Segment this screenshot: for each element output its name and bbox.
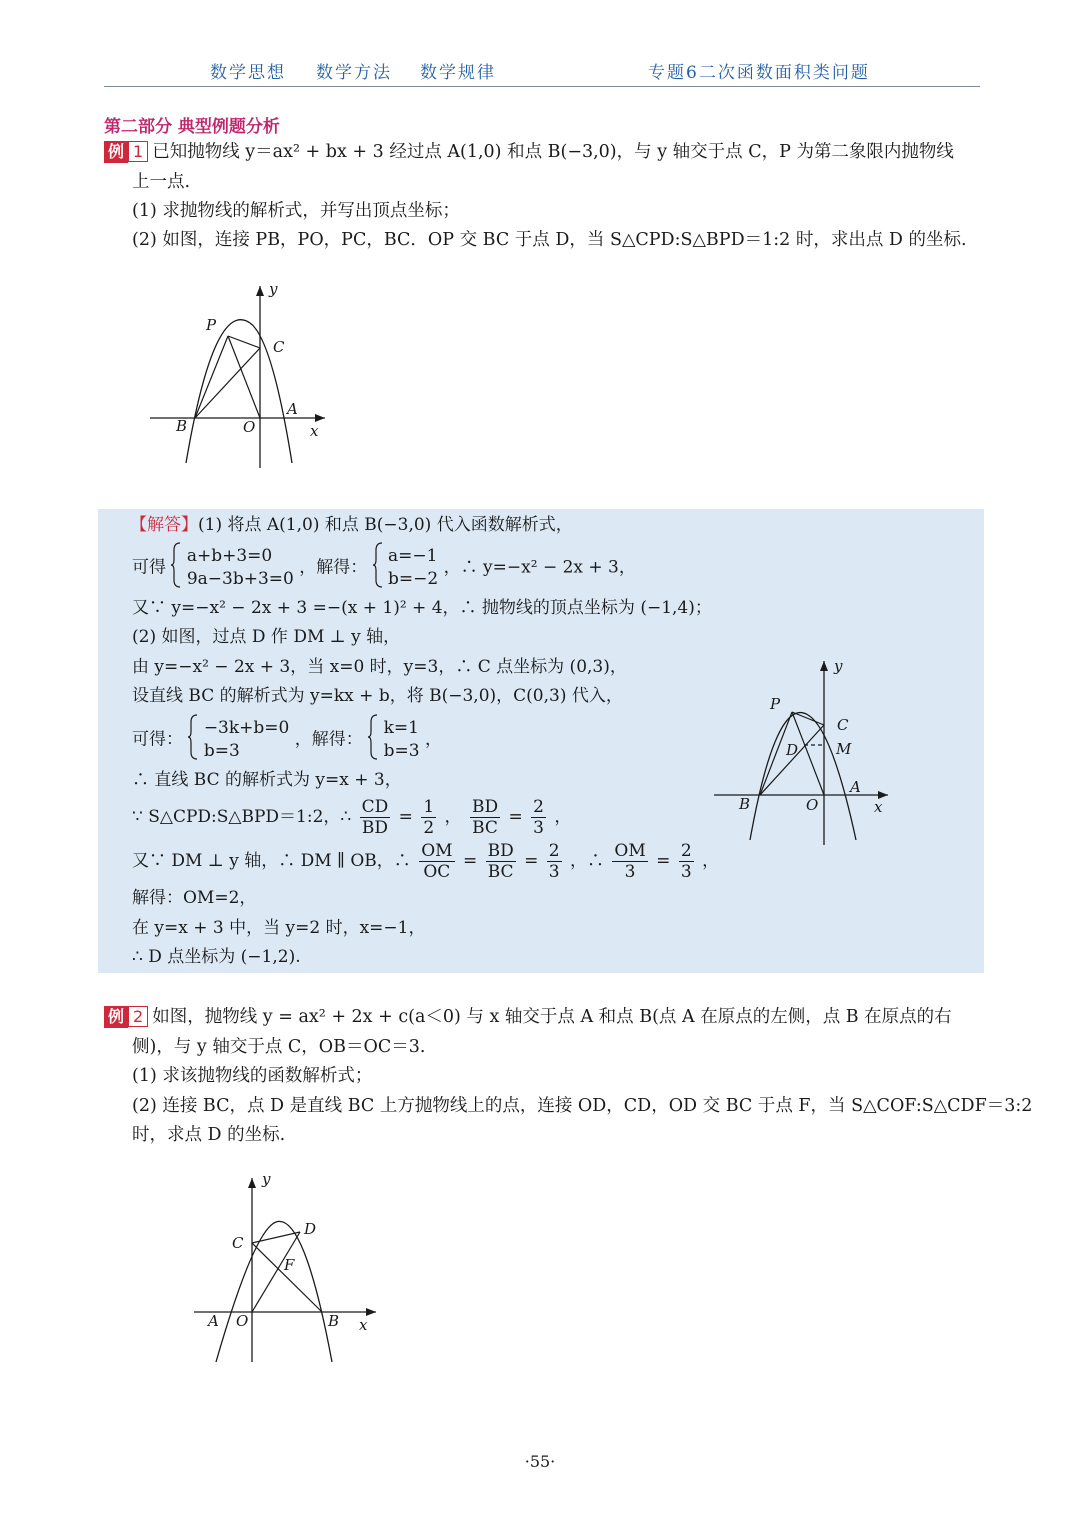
fig1-label-y: y [269,280,278,298]
fig3-label-C: C [232,1234,244,1252]
header-item-3: 数学规律 [420,63,496,83]
solution1-l10-pre: 又∵ DM ⊥ y 轴，∴ DM ∥ OB，∴ [132,851,411,871]
header-topic-title: 专题6二次函数面积类问题 [648,63,870,83]
system-4: k=1 b=3 [383,718,420,761]
fig2-label-P: P [770,695,781,713]
system-brace [188,714,198,766]
solution1-line10: 又∵ DM ⊥ y 轴，∴ DM ∥ OB，∴ $\frac{OM}{OC}$ = $\frac{BD}{BC}$ = $\frac{2}{3}$ ，∴ $\frac{OM}{3}$ = $\frac{2}{3}$ ， [132,841,720,882]
system-1: a+b+3=0 9a−3b+3=0 [186,546,294,589]
fig2-label-C: C [837,716,849,734]
fraction: $\frac{2}{3}$ [548,841,560,882]
example2-question-2: (2) 连接 BC，点 D 是直线 BC 上方抛物线上的点，连接 OD，CD，OD 交 BC 于点 F，当 S△COF:S△CDF＝3:2 [132,1096,1033,1116]
fraction: $\frac{BD}{BC}$ [471,797,499,838]
solution1-line1 [130,514,573,536]
solution1-l2-pre: 可得 [132,557,166,578]
example1-figure [140,278,340,478]
fig3-label-O: O [236,1312,249,1330]
fig1-label-C: C [273,338,285,356]
fig1-label-P: P [206,316,217,334]
fig2-label-O: O [806,796,819,814]
fig2-label-D: D [786,741,799,759]
solution1-line5: 由 y=−x² − 2x + 3，当 x=0 时，y=3，∴ C 点坐标为 (0,3)， [132,657,627,677]
fig1-label-O: O [243,418,256,436]
example2-stem-line1: 如图，抛物线 y = ax² + 2x + c(a＜0) 与 x 轴交于点 A 和点 B(点 A 在原点的左侧，点 B 在原点的右 [152,1007,952,1027]
system-brace [373,542,383,594]
solution1-l7-post: ， [424,729,442,750]
fig3-label-x: x [359,1316,368,1334]
fig2-label-y: y [834,657,843,675]
solution1-line13: ∴ D 点坐标为 (−1,2). [132,947,301,967]
solution1-figure [708,655,898,850]
header-item-1: 数学思想 [210,63,286,83]
fig3-label-F: F [284,1256,295,1274]
solution1-line7 [132,714,442,766]
example1-stem-line2: 上一点. [132,172,191,192]
solution1-line9: ∵ S△CPD:S△BPD＝1:2，∴ $\frac{CD}{BD}$ = $\frac{1}{2}$ ， $\frac{BD}{BC}$ = $\frac{2}{3}$ ， [132,797,572,838]
example2-stem-line2: 侧)，与 y 轴交于点 C，OB＝OC＝3. [132,1037,426,1057]
example1-stem [104,140,954,164]
header-rule [104,86,980,87]
solution1-line2 [132,542,636,594]
solution1-line1-text: (1) 将点 A(1,0) 和点 B(−3,0) 代入函数解析式， [198,515,573,535]
fig3-label-B: B [328,1312,340,1330]
example2-question-2-cont: 时，求点 D 的坐标. [132,1125,286,1145]
system-brace [171,542,181,594]
solution1-line8: ∴ 直线 BC 的解析式为 y=x + 3， [132,770,402,790]
solution1-l7-pre: 可得： [132,729,183,750]
example2-figure [186,1170,386,1370]
fraction: $\frac{OM}{3}$ [614,841,646,882]
solution1-l9-pre: ∵ S△CPD:S△BPD＝1:2，∴ [132,807,352,827]
fig1-label-x: x [310,422,319,440]
system-2: a=−1 b=−2 [388,546,439,589]
page-number: ·55· [524,1452,556,1471]
fraction: $\frac{BD}{BC}$ [487,841,514,882]
system-3: −3k+b=0 b=3 [203,718,290,761]
solution1-tag: 【解答】 [130,515,198,535]
fraction: $\frac{CD}{BD}$ [361,797,389,838]
solution1-l2-post: ，∴ y=−x² − 2x + 3， [443,557,636,578]
fraction: $\frac{1}{2}$ [423,797,435,838]
solution1-line6: 设直线 BC 的解析式为 y=kx + b，将 B(−3,0)，C(0,3) 代入， [132,686,623,706]
solution1-l7-mid: ，解得： [294,729,363,750]
fig2-label-x: x [874,798,883,816]
fig3-label-A: A [208,1312,219,1330]
solution1-line12: 在 y=x + 3 中，当 y=2 时，x=−1， [132,918,426,938]
example2-stem [104,1005,952,1029]
fig2-label-M: M [836,740,852,758]
solution1-l2-mid: ，解得： [299,557,368,578]
example2-tag: 例 [104,1006,128,1028]
example1-question-1: (1) 求抛物线的解析式，并写出顶点坐标； [132,201,460,221]
example1-number: 1 [128,141,148,162]
solution1-line4: (2) 如图，过点 D 作 DM ⊥ y 轴， [132,627,401,647]
solution1-line3: 又∵ y=−x² − 2x + 3 =−(x + 1)² + 4，∴ 抛物线的顶点坐标为 (−1,4)； [132,598,712,618]
fig3-label-y: y [262,1170,271,1188]
fraction: $\frac{OM}{OC}$ [421,841,453,882]
solution1-line11: 解得：OM=2， [132,888,257,908]
header-item-2: 数学方法 [316,63,392,83]
example2-question-1: (1) 求该抛物线的函数解析式； [132,1066,373,1086]
example1-stem-line1: 已知抛物线 y＝ax² + bx + 3 经过点 A(1,0) 和点 B(−3,0)，与 y 轴交于点 C，P 为第二象限内抛物线 [152,142,954,162]
section-title: 第二部分 典型例题分析 [104,117,280,137]
fraction: $\frac{2}{3}$ [533,797,544,838]
fig1-label-A: A [287,400,298,418]
fig1-label-B: B [176,417,188,435]
fig2-label-B: B [739,795,751,813]
fig2-label-A: A [850,778,861,796]
fig3-label-D: D [304,1220,317,1238]
fraction: $\frac{2}{3}$ [680,841,692,882]
system-brace [368,714,378,766]
example1-tag: 例 [104,141,128,163]
example2-number: 2 [128,1006,148,1027]
example1-question-2: (2) 如图，连接 PB，PO，PC，BC．OP 交 BC 于点 D，当 S△CPD:S△BPD＝1:2 时，求出点 D 的坐标. [132,230,967,250]
